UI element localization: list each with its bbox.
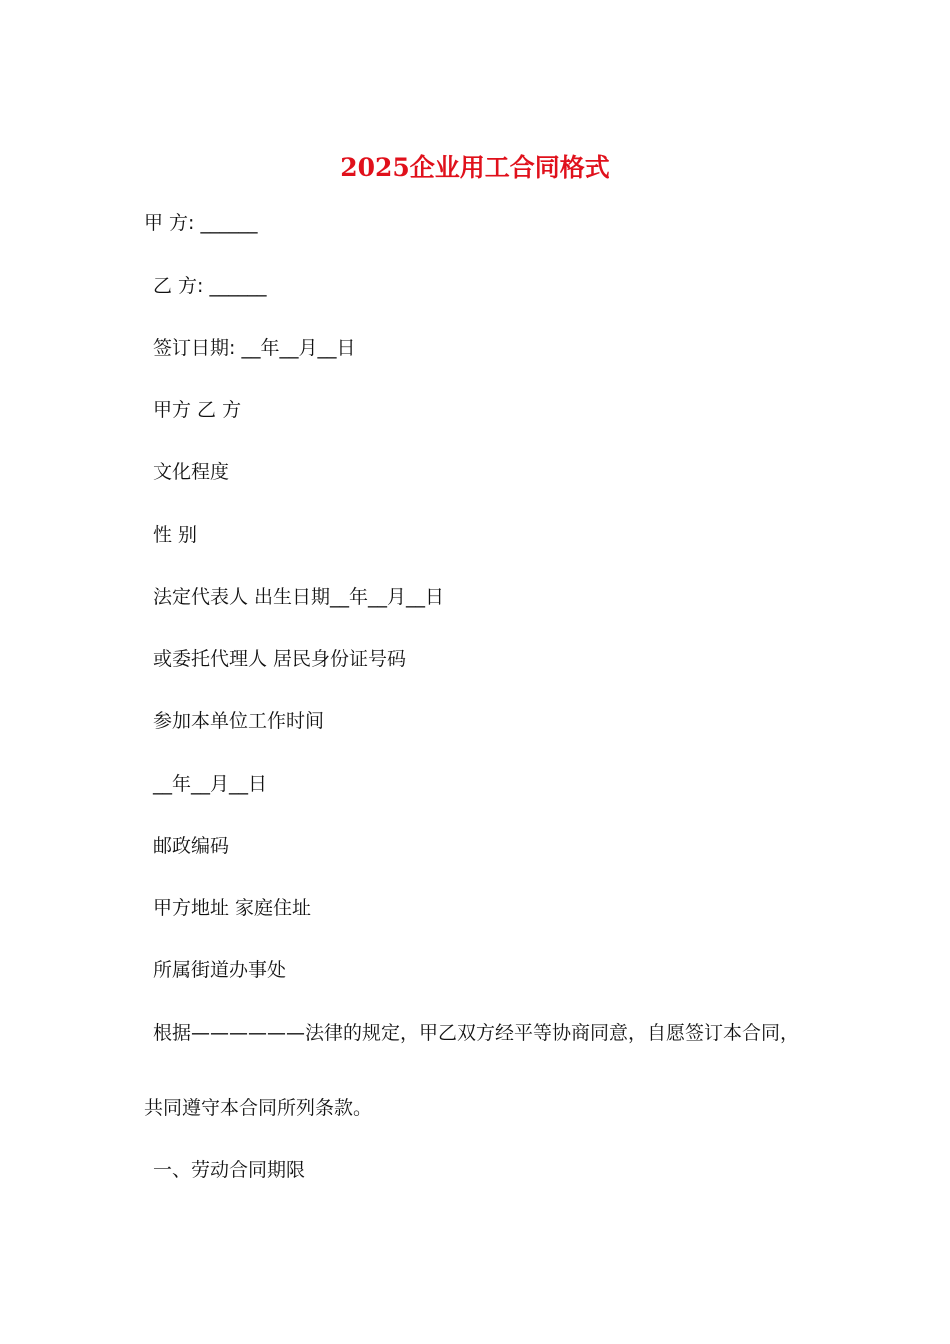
street-office-line: 所属街道办事处 xyxy=(153,959,287,981)
work-date-line: __年__月__日 xyxy=(153,773,268,795)
basis-paragraph-end: 共同遵守本合同所列条款。 xyxy=(144,1097,373,1119)
education-line: 文化程度 xyxy=(153,461,230,483)
party-b-line: 乙 方: ______ xyxy=(153,275,267,297)
agent-id-line: 或委托代理人 居民身份证号码 xyxy=(153,648,407,670)
gender-line: 性 别 xyxy=(153,524,198,546)
parties-header-line: 甲方 乙 方 xyxy=(153,399,242,421)
postal-code-line: 邮政编码 xyxy=(153,835,230,857)
signing-date-line: 签订日期: __年__月__日 xyxy=(153,337,356,359)
party-a-line: 甲 方: ______ xyxy=(144,212,258,234)
address-line: 甲方地址 家庭住址 xyxy=(153,897,312,919)
section-heading-1: 一、劳动合同期限 xyxy=(153,1159,306,1181)
legal-rep-line: 法定代表人 出生日期__年__月__日 xyxy=(153,586,445,608)
document-title: 2025企业用工合同格式 xyxy=(340,153,610,182)
basis-paragraph: 根据——————法律的规定，甲乙双方经平等协商同意，自愿签订本合同， xyxy=(153,1022,800,1044)
work-start-line: 参加本单位工作时间 xyxy=(153,710,325,732)
